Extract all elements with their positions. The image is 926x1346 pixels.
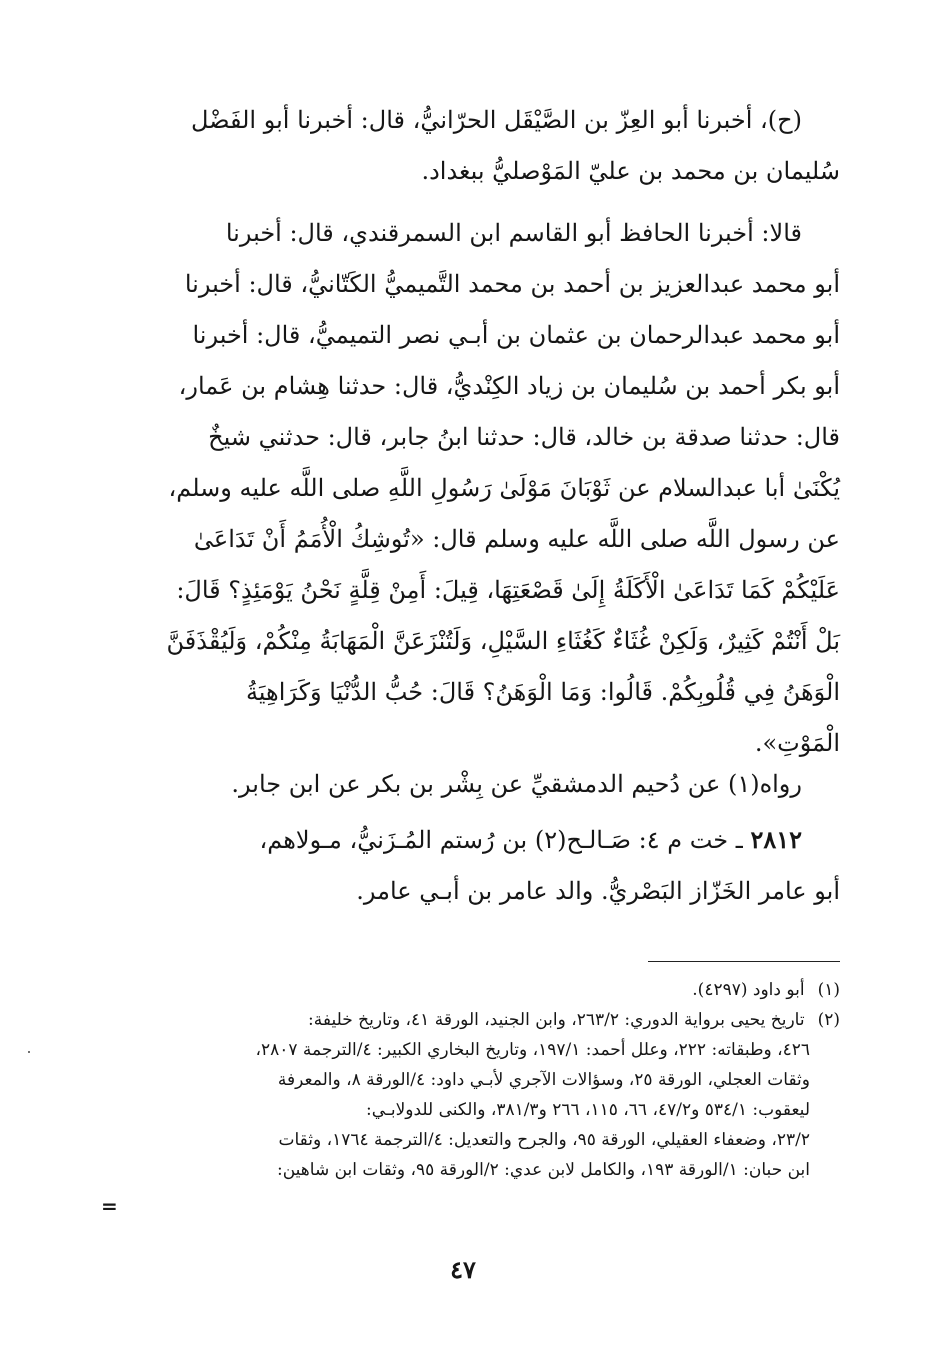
footnote-text: تاريخ يحيى برواية الدوري: ٢٦٣/٢، وابن الجنيد، الورقة ٤١، وتاريخ خليفة:: [308, 1010, 805, 1030]
entry-number: ٢٨١٢: [750, 825, 802, 854]
biography-entry: [80, 814, 840, 917]
entry-heading-text: ـ خت م ٤: صَـالـح(٢) بن رُستم المُـزَنيُّ، مـولاهم،: [259, 826, 743, 854]
entry-heading-line: [80, 814, 840, 866]
footnote-1: [80, 975, 840, 1005]
text-line: الْوَهَنُ فِي قُلُوبِكُمْ. قَالُوا: وَمَا الْوَهَنُ؟ قَالَ: حُبُّ الدُّنْيَا وَكَرَاهِيَةُ: [245, 678, 840, 706]
text-line: قال: حدثنا صدقة بن خالد، قال: حدثنا ابنُ جابر، قال: حدثني شيخٌ: [208, 423, 840, 451]
footnotes-section: [80, 975, 840, 1185]
text-line: يُكْنَىٰ أبا عبدالسلام عن ثَوْبَانَ مَوْلَىٰ رَسُولِ اللَّهِ صلى اللَّه عليه وسلم،: [168, 474, 840, 502]
margin-dot: [28, 1051, 30, 1053]
footnote-text-line: ليعقوب: ٥٣٤/١ و٤٧/٢، ٦٦، ١١٥، ٢٦٦ و٣٨١/٣، والكنى للدولابـي:: [365, 1100, 810, 1120]
footnote-text-line: ٤٢٦، وطبقاته: ٢٢٢، وعلل أحمد: ١٩٧/١، وتاريخ البخاري الكبير: ٤/الترجمة ٢٨٠٧،: [255, 1040, 810, 1060]
footnote-text-line: ٢٣/٢، وضعفاء العقيلي، الورقة ٩٥، والجرح والتعديل: ٤/الترجمة ١٧٦٤، وثقات: [278, 1130, 810, 1150]
text-line: أبو محمد عبدالعزيز بن أحمد بن محمد التَّميميُّ الكَتّانيُّ، قال: أخبرنا: [184, 270, 840, 298]
footnote-2: [80, 1005, 840, 1185]
text-line: أبو محمد عبدالرحمان بن عثمان بن أبـي نصر التميميُّ، قال: أخبرنا: [192, 321, 840, 349]
footnote-marker: (٢): [817, 1010, 840, 1030]
text-line: أبو عامر الخَزّاز البَصْريُّ. والد عامر بن أبـي عامر.: [356, 877, 840, 905]
text-line: سُليمان بن محمد بن عليّ المَوْصليُّ ببغداد.: [421, 157, 840, 185]
hadith-paragraph: [80, 208, 840, 769]
text-line: رواه(١) عن دُحيم الدمشقيِّ عن بِشْر بن بكر عن ابن جابر.: [231, 770, 802, 798]
text-line: عَلَيْكُمْ كَمَا تَدَاعَىٰ الْأَكَلَةُ إِلَىٰ قَصْعَتِهَا، قِيلَ: أَمِنْ قِلَّةٍ نَحْنُ يَوْمَئِذٍ؟ قَالَ:: [176, 576, 840, 604]
narration-note-paragraph: [80, 759, 840, 810]
text-line: أبو بكر أحمد بن سُليمان بن زياد الكِنْديُّ، قال: حدثنا هِشام بن عَمار،: [178, 372, 840, 400]
footnote-text-line: ابن حبان: ١/الورقة ١٩٣، والكامل لابن عدي: ٢/الورقة ٩٥، وثقات ابن شاهين:: [277, 1160, 810, 1180]
footnote-divider: [648, 961, 840, 962]
text-line: الْمَوْتِ».: [754, 729, 840, 757]
chain-paragraph: [80, 95, 840, 197]
footnote-marker: (١): [817, 980, 840, 1000]
text-line: (ح)، أخبرنا أبو العِزّ بن الصَّيْقَل الحرّانيُّ، قال: أخبرنا أبو الفَضْل: [190, 106, 802, 134]
text-line: قالا: أخبرنا الحافظ أبو القاسم ابن السمرقندي، قال: أخبرنا: [225, 219, 802, 247]
footnote-text-line: وثقات العجلي، الورقة ٢٥، وسؤالات الآجري لأبـي داود: ٤/الورقة ٨، والمعرفة: [277, 1070, 810, 1090]
footnote-text: أبو داود (٤٢٩٧).: [692, 980, 805, 1000]
continuation-mark: =: [101, 1194, 118, 1218]
page-number: ٤٧: [450, 1255, 476, 1284]
text-line: بَلْ أَنْتُمْ كَثِيرٌ، وَلَكِنْ غُثَاءٌ كَغُثَاءِ السَّيْلِ، وَلَتُنْزَعَنَّ الْمَهَابَةُ مِنْكُمْ، وَلَيُقْذَفَنَّ: [166, 627, 840, 655]
text-line: عن رسول اللَّه صلى اللَّه عليه وسلم قال: «تُوشِكُ الْأُمَمُ أَنْ تَدَاعَىٰ: [193, 525, 840, 553]
